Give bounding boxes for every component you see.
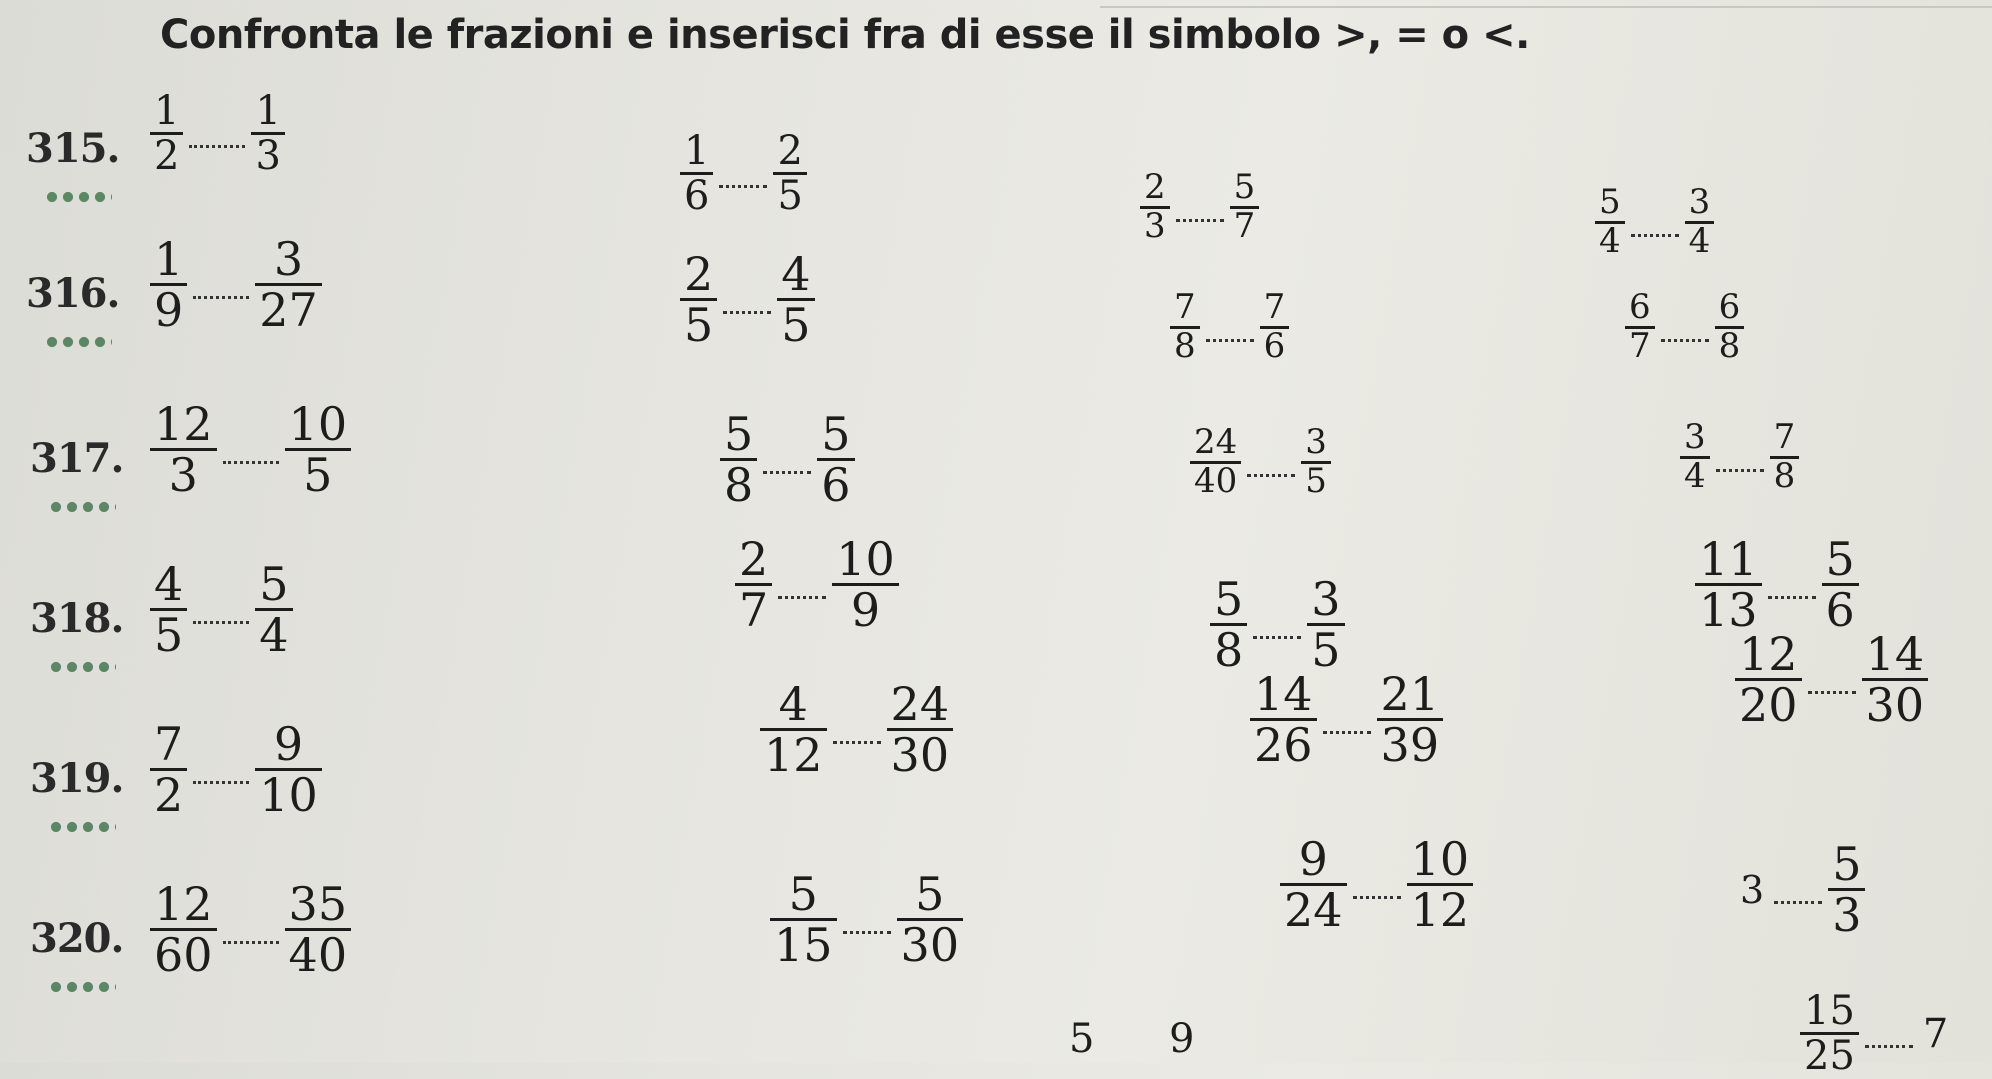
numerator: 2 [684,247,714,301]
denominator: 5 [1311,623,1341,678]
denominator: 7 [1233,205,1256,246]
fraction [1595,182,1625,261]
fraction [832,532,899,638]
denominator: 7 [1629,325,1651,366]
numerator: 5 [1599,182,1621,222]
denominator: 2 [154,133,180,179]
answer-blank[interactable] [1253,634,1301,639]
numerator: 9 [1169,1016,1195,1062]
numerator: 5 [1069,1016,1095,1062]
comparison-item [680,247,815,353]
answer-blank[interactable] [1716,467,1764,472]
fraction [1735,627,1802,733]
difficulty-dots [48,820,116,834]
fraction [150,557,187,663]
fraction [150,397,217,503]
fraction [150,877,217,983]
numerator: 6 [1718,287,1741,327]
fraction [1822,532,1859,638]
numerator: 7 [1922,1010,1949,1057]
fraction [285,877,352,983]
denominator: 13 [1699,583,1758,638]
fraction [1862,627,1929,733]
numerator: 5 [1214,572,1244,626]
numerator: 9 [1298,832,1328,886]
denominator: 2 [154,768,184,823]
denominator: 30 [900,918,960,973]
comparison-item [1735,627,1928,733]
numerator: 2 [777,128,803,174]
answer-blank[interactable] [1808,689,1856,694]
exercise-number: 319. [30,755,124,802]
numerator: 3 [1311,572,1341,626]
denominator: 12 [764,728,823,783]
denominator: 3 [1832,888,1862,943]
numerator: 5 [1825,532,1855,586]
comparison-item [1170,287,1289,366]
fraction [1377,667,1444,773]
numerator: 3 [1684,417,1706,457]
fraction [1828,837,1865,943]
exercise-number: 316. [26,270,120,317]
fraction [1140,167,1170,246]
denominator: 8 [1214,623,1244,678]
fraction [1210,572,1247,678]
denominator: 5 [303,448,333,503]
fraction [150,232,187,338]
comparison-item [150,397,351,503]
comparison-item [1140,167,1259,246]
answer-blank[interactable] [723,309,771,314]
difficulty-dots [44,335,112,349]
numerator: 5 [724,407,754,461]
fraction [735,532,772,638]
denominator: 4 [1688,220,1711,261]
numerator: 35 [288,877,348,931]
denominator: 5 [154,608,184,663]
numerator: 14 [1254,667,1313,721]
numerator: 7 [1773,417,1796,457]
fraction [251,90,284,177]
fraction [1250,667,1317,773]
partial-fraction-left [1065,1018,1098,1060]
denominator: 5 [684,298,714,353]
numerator: 11 [1699,532,1758,586]
fraction [1230,167,1260,246]
fraction [1170,287,1200,366]
difficulty-dots [48,980,116,994]
comparison-item [1595,182,1714,261]
numerator: 2 [1144,167,1166,207]
fraction [897,867,964,973]
numerator: 2 [739,532,769,586]
comparison-item [1190,422,1331,501]
denominator: 25 [1804,1033,1855,1079]
denominator: 12 [1410,883,1470,938]
partial-item-left [1065,1018,1098,1060]
numerator: 3 [273,232,304,286]
comparison-item [720,407,855,513]
fraction [150,717,187,823]
fraction [773,130,806,217]
answer-blank[interactable] [1631,232,1679,237]
numerator: 3 [1688,182,1711,222]
integer: 3 [1740,867,1765,912]
numerator: 5 [821,407,851,461]
fraction [720,407,757,513]
numerator: 4 [778,677,808,731]
difficulty-dots [48,500,116,514]
numerator: 12 [154,877,213,931]
comparison-item [1740,837,1865,943]
answer-blank[interactable] [1206,337,1254,342]
denominator: 6 [1825,583,1855,638]
denominator: 3 [1144,205,1166,246]
numerator: 4 [154,557,184,611]
fraction [255,232,322,338]
denominator: 5 [777,173,803,219]
answer-blank[interactable] [843,929,891,934]
numerator: 6 [1629,287,1651,327]
answer-blank[interactable] [1865,1043,1913,1048]
numerator: 7 [1174,287,1196,327]
answer-blank[interactable] [719,183,767,188]
numerator: 5 [788,867,818,921]
comparison-item [150,877,351,983]
numerator: 1 [154,232,184,286]
numerator: 15 [1804,988,1855,1034]
fraction [760,677,827,783]
numerator: 7 [154,717,184,771]
comparison-item [150,557,293,663]
fraction [1685,182,1715,261]
denominator: 10 [259,768,318,823]
denominator: 24 [1284,883,1343,938]
difficulty-dots [48,660,116,674]
fraction [285,397,352,503]
denominator: 7 [739,583,769,638]
denominator: 5 [1305,460,1327,501]
numerator: 3 [1305,422,1327,462]
exercise-instruction: Confronta le frazioni e inserisci fra di esse il simbolo >, = o <. [160,12,1530,58]
fraction [777,247,814,353]
numerator: 1 [154,88,180,134]
page-edge-rule [1100,6,1992,8]
answer-blank[interactable] [223,459,279,464]
denominator: 8 [724,458,754,513]
answer-blank[interactable] [833,739,881,744]
fraction [255,717,322,823]
fraction [680,130,713,217]
numerator: 4 [781,247,811,301]
numerator: 10 [836,532,895,586]
answer-blank[interactable] [1353,894,1401,899]
answer-blank[interactable] [1323,729,1371,734]
numerator: 12 [154,397,213,451]
denominator: 40 [1194,460,1238,501]
fraction [1190,422,1241,501]
answer-blank[interactable] [1661,337,1709,342]
exercise-number: 315. [26,125,120,172]
denominator: 8 [1718,325,1741,366]
denominator: 27 [259,283,318,338]
answer-blank[interactable] [1176,217,1224,222]
comparison-item [1250,667,1443,773]
partial-fraction-right [1800,990,1859,1077]
fraction [887,677,954,783]
answer-blank[interactable] [1247,472,1295,477]
answer-blank[interactable] [1768,594,1816,599]
numerator: 24 [890,677,950,731]
exercise-number: 317. [30,435,124,482]
exercise-number: 320. [30,915,124,962]
denominator: 9 [154,283,184,338]
fraction [817,407,854,513]
comparison-item [150,232,322,338]
numerator: 5 [259,557,289,611]
denominator: 30 [1865,678,1925,733]
fraction [1407,832,1474,938]
partial-item-right [1800,990,1952,1077]
answer-blank[interactable] [1774,899,1822,904]
denominator: 20 [1739,678,1798,733]
numerator: 1 [684,128,710,174]
answer-blank[interactable] [193,294,249,299]
fraction [680,247,717,353]
numerator: 5 [915,867,945,921]
comparison-item [150,90,285,177]
answer-blank[interactable] [223,939,279,944]
numerator: 24 [1194,422,1238,462]
denominator: 15 [774,918,833,973]
numerator: 1 [255,88,281,134]
denominator: 3 [255,133,281,179]
numerator: 10 [288,397,348,451]
fraction [1307,572,1344,678]
partial-fraction-right2 [1919,1010,1952,1057]
comparison-item [1680,417,1799,496]
fraction [1680,417,1710,496]
comparison-item [735,532,899,638]
denominator: 9 [850,583,881,638]
comparison-item [1210,572,1345,678]
fraction [1715,287,1745,366]
fraction [1770,417,1800,496]
fraction [1625,287,1655,366]
denominator: 30 [890,728,950,783]
partial-fraction-left2 [1165,1018,1198,1060]
answer-blank[interactable] [193,619,249,624]
denominator: 3 [168,448,198,503]
numerator: 9 [273,717,304,771]
denominator: 8 [1773,455,1796,496]
denominator: 40 [288,928,348,983]
numerator: 12 [1739,627,1798,681]
denominator: 4 [1684,455,1706,496]
numerator: 10 [1410,832,1470,886]
comparison-item [770,867,963,973]
answer-blank[interactable] [193,779,249,784]
partial-item-left2 [1165,1018,1198,1060]
denominator: 6 [684,173,710,219]
fraction [1280,832,1347,938]
denominator: 6 [1263,325,1286,366]
denominator: 60 [154,928,213,983]
denominator: 6 [821,458,851,513]
answer-blank[interactable] [778,594,826,599]
answer-blank[interactable] [189,143,245,148]
comparison-item [760,677,953,783]
fraction [1301,422,1331,501]
comparison-item [150,717,322,823]
answer-blank[interactable] [763,469,811,474]
numerator: 21 [1380,667,1440,721]
fraction [1260,287,1290,366]
comparison-item [1695,532,1859,638]
comparison-item [680,130,807,217]
denominator: 8 [1174,325,1196,366]
fraction [150,90,183,177]
denominator: 39 [1380,718,1440,773]
fraction [1695,532,1762,638]
numerator: 7 [1263,287,1286,327]
denominator: 26 [1254,718,1313,773]
exercise-number: 318. [30,595,124,642]
numerator: 14 [1865,627,1925,681]
comparison-item [1625,287,1744,366]
denominator: 4 [1599,220,1621,261]
comparison-item [1280,832,1473,938]
fraction [255,557,292,663]
denominator: 4 [259,608,289,663]
numerator: 5 [1832,837,1862,891]
fraction [770,867,837,973]
numerator: 5 [1233,167,1256,207]
denominator: 5 [781,298,811,353]
difficulty-dots [44,190,112,204]
